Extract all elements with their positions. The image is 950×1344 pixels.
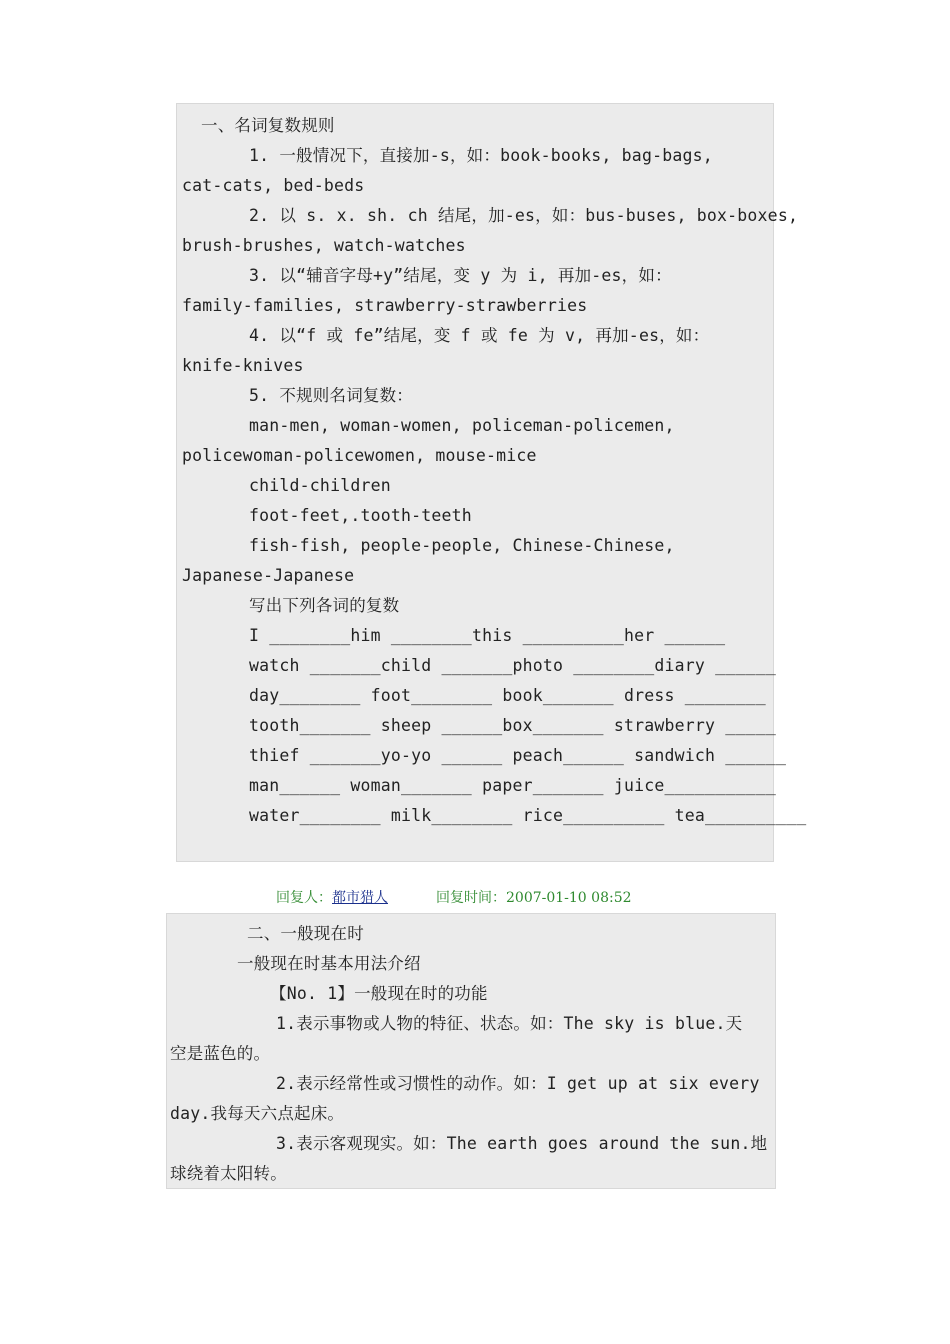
exercise-line: man______ woman_______ paper_______ juice___________ [249, 776, 776, 795]
rule-line: 4. 以“f 或 fe”结尾，变 f 或 fe 为 v, 再加-es，如： [249, 326, 710, 345]
section-title: 二、一般现在时 [247, 924, 364, 943]
exercise-line: day________ foot________ book_______ dress ________ [249, 686, 766, 705]
exercise-line: thief _______yo-yo ______ peach______ sandwich ______ [249, 746, 787, 765]
reply-user [276, 889, 388, 907]
rule-line: knife-knives [182, 356, 304, 375]
exercise-line: I ________him ________this __________her ______ [249, 626, 726, 645]
usage-line: 空是蓝色的。 [170, 1044, 271, 1063]
rule-line: 3. 以“辅音字母+y”结尾，变 y 为 i, 再加-es，如： [249, 266, 672, 285]
section-title: 一、名词复数规则 [201, 116, 335, 135]
usage-line: 1.表示事物或人物的特征、状态。如：The sky is blue.天 [276, 1014, 743, 1033]
usage-line: 3.表示客观现实。如：The earth goes around the sun.地 [276, 1134, 768, 1153]
rule-line: 2. 以 s. x. sh. ch 结尾，加-es，如：bus-buses, box-boxes, [249, 206, 799, 225]
usage-line: 2.表示经常性或习惯性的动作。如：I get up at six every [276, 1074, 760, 1093]
rule-line: 1. 一般情况下，直接加-s，如：book-books, bag-bags, [249, 146, 713, 165]
reply-time-value: 2007-01-10 08:52 [506, 890, 632, 906]
reply-time-label: 回复时间： [436, 890, 506, 906]
exercise-line: watch _______child _______photo ________diary ______ [249, 656, 776, 675]
reply-user-label: 回复人： [276, 890, 332, 906]
example-line: foot-feet,.tooth-teeth [249, 506, 472, 525]
subsection-title: 一般现在时基本用法介绍 [237, 954, 421, 973]
subsection-heading: 【No. 1】一般现在时的功能 [270, 984, 488, 1003]
reply-time [436, 889, 632, 907]
example-line: fish-fish, people-people, Chinese-Chinese, [249, 536, 675, 555]
example-line: man-men, woman-women, policeman-policemen, [249, 416, 675, 435]
rule-line: 5. 不规则名词复数： [249, 386, 414, 405]
exercise-line: tooth_______ sheep ______box_______ strawberry _____ [249, 716, 776, 735]
exercise-title: 写出下列各词的复数 [249, 596, 400, 615]
usage-line: 球绕着太阳转。 [170, 1164, 287, 1183]
example-line: Japanese-Japanese [182, 566, 355, 585]
reply-user-link[interactable]: 都市猎人 [332, 890, 388, 906]
rule-line: family-families, strawberry-strawberries [182, 296, 588, 315]
example-line: child-children [249, 476, 391, 495]
example-line: policewoman-policewomen, mouse-mice [182, 446, 537, 465]
rule-line: cat-cats, bed-beds [182, 176, 365, 195]
usage-line: day.我每天六点起床。 [170, 1104, 345, 1123]
rule-line: brush-brushes, watch-watches [182, 236, 466, 255]
exercise-line: water________ milk________ rice__________ tea__________ [249, 806, 807, 825]
